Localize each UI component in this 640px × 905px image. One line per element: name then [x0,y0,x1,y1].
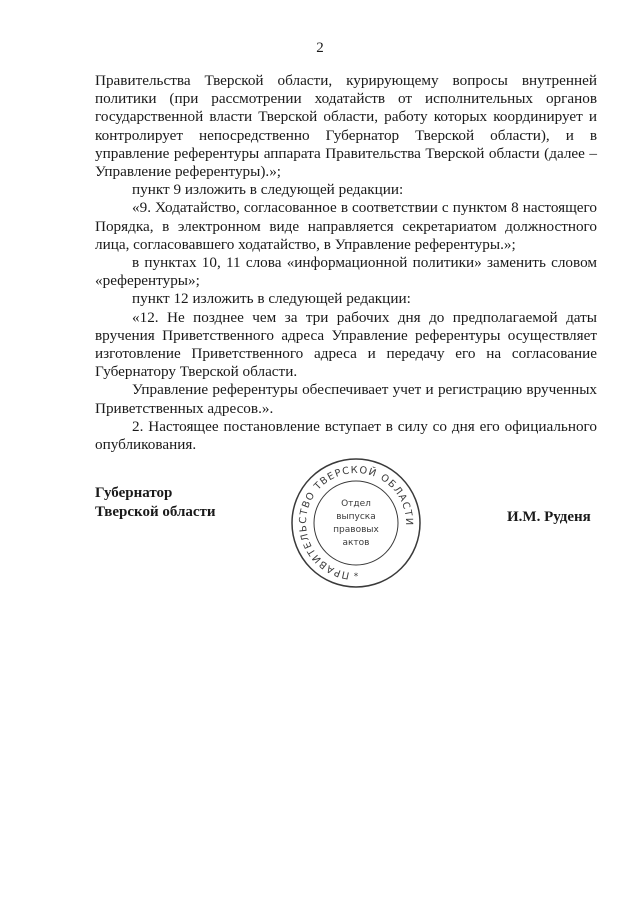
stamp-seal-icon [289,456,423,590]
paragraph-item12-intro: пункт 12 изложить в следующей редакции: [132,290,411,308]
stamp-star: * [353,572,359,582]
paragraph-item9-intro: пункт 9 изложить в следующей редакции: [132,181,404,199]
signatory-name: И.М. Руденя [507,509,591,525]
official-stamp [289,456,423,590]
paragraph-registration: Управление референтуры обеспечивает учет и регистрацию врученных Приветственных адресов.». [95,381,597,417]
stamp-inner-ring [314,481,398,565]
document-body [95,72,597,454]
page-number: 2 [316,40,324,56]
stamp-ring-text: ПРАВИТЕЛЬСТВО ТВЕРСКОЙ ОБЛАСТИ [297,464,415,581]
signatory-title-line1: Губернатор [95,485,173,501]
signatory-title [95,484,216,522]
stamp-line1: Отдел [341,499,371,509]
stamp-line3: правовых [333,525,379,535]
paragraph-continuation: Правительства Тверской области, курирующему вопросы внутренней политики (при рассмотрении ходатайств от исполнительных органов государственной власти Тверской области, работу которых координирует и контролирует непосредственно Губернатор Тверской области), и в управление референтуры аппарата Правительства Тверской области (далее – Управление референтуры).»; [95,72,597,181]
stamp-line2: выпуска [336,512,376,522]
stamp-line4: актов [342,538,370,548]
paragraph-item9-text: «9. Ходатайство, согласованное в соответствии с пунктом 8 настоящего Порядка, в электронном виде направляется секретариатом должностного лица, согласовавшего ходатайство, в Управление референтуры.»; [95,199,597,253]
stamp-outer-ring [292,459,420,587]
paragraph-effective-date: 2. Настоящее постановление вступает в силу со дня его официального опубликования. [95,417,597,454]
signatory-title-line2: Тверской области [95,504,216,520]
paragraph-item12-text: «12. Не позднее чем за три рабочих дня до предполагаемой даты вручения Приветственного адреса Управление референтуры осуществляет изготовление Приветственного адреса и передачу его на согласование Губернатору Тверской области. [95,308,597,381]
paragraph-items10-11: в пунктах 10, 11 слова «информационной политики» заменить словом «референтуры»; [95,254,597,290]
